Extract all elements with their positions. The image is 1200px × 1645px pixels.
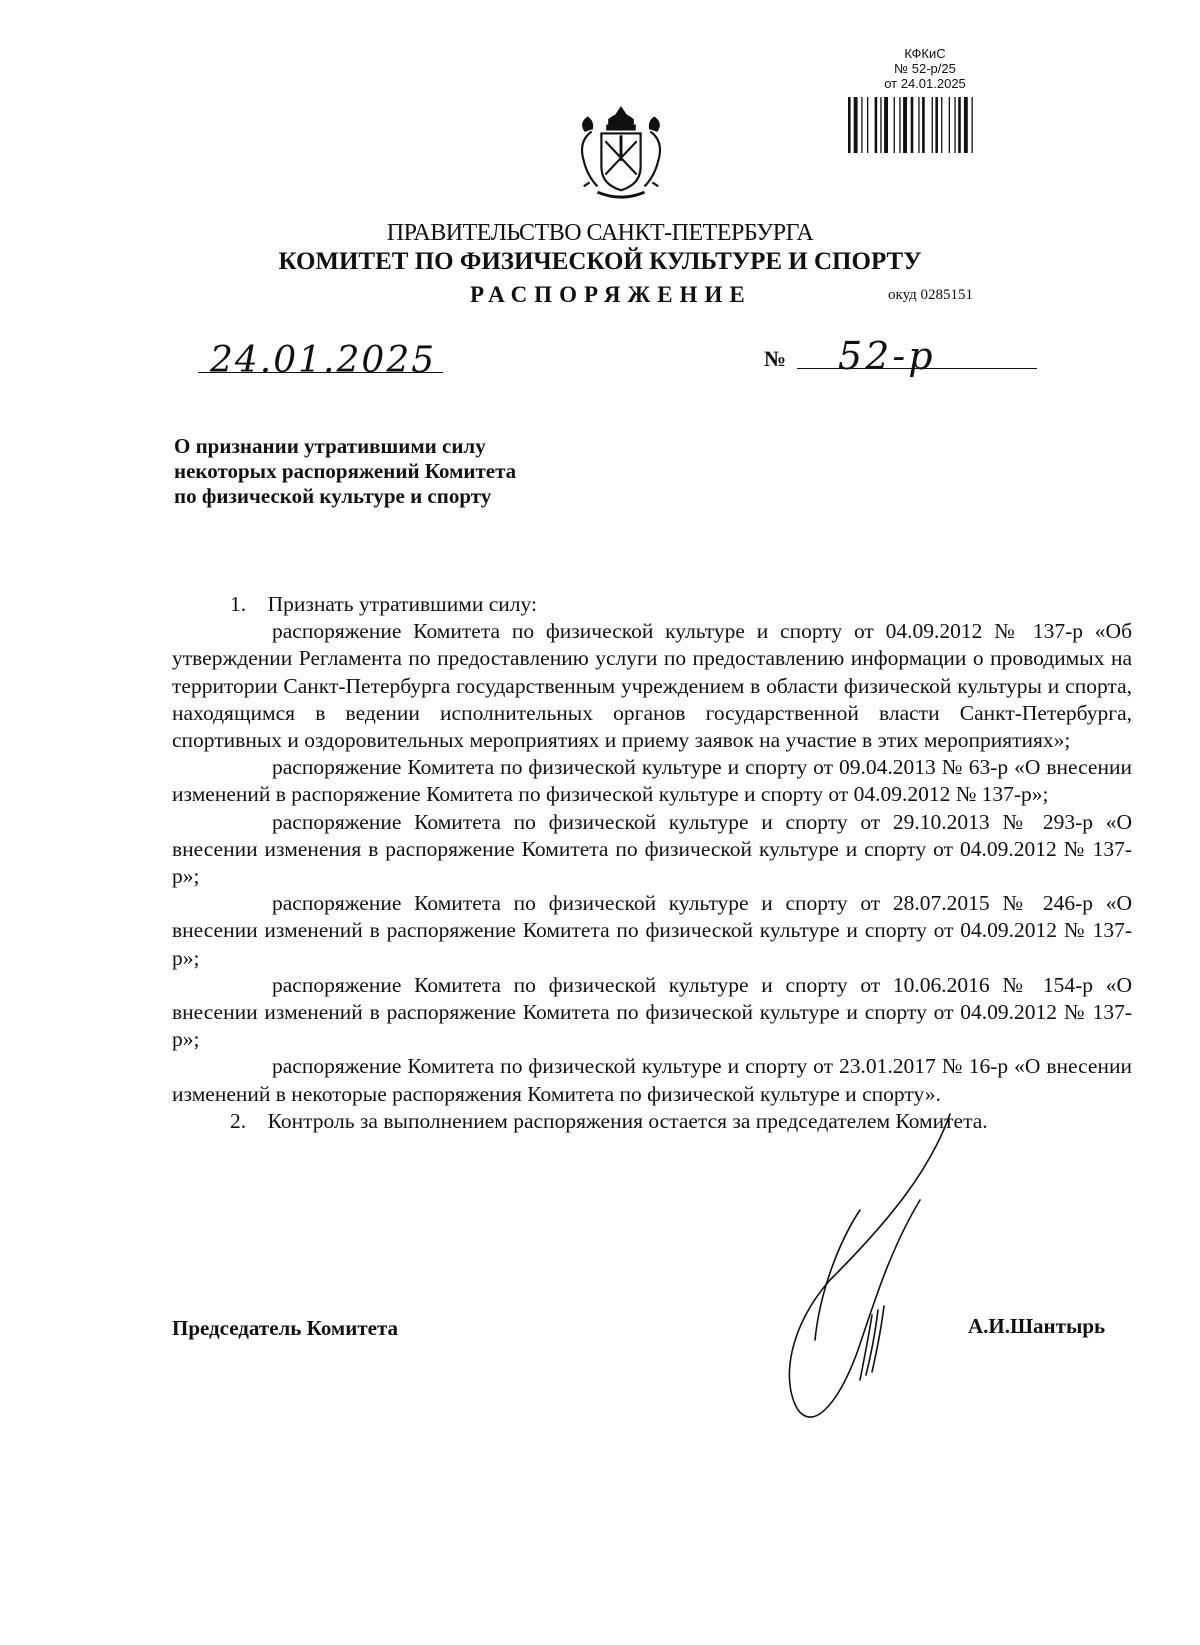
- barcode-bar: [884, 97, 888, 153]
- barcode-bar: [894, 97, 895, 153]
- act-title: «О внесении изменений в некоторые распоряжения Комитета по физической культуре и спорту».: [172, 1054, 1132, 1106]
- handwritten-signature: [760, 1110, 960, 1430]
- subject-line: по физической культуре и спорту: [174, 484, 492, 508]
- item-2: 2. Контроль за выполнением распоряжения остается за председателем Комитета.: [230, 1108, 988, 1133]
- revoked-act: [172, 618, 1132, 754]
- barcode-bar: [935, 97, 938, 153]
- revoked-act: [172, 890, 1132, 972]
- barcode-bar: [899, 97, 900, 153]
- revoked-act: [172, 809, 1132, 891]
- government-title: ПРАВИТЕЛЬСТВО САНКТ-ПЕТЕРБУРГА: [386, 220, 814, 246]
- stamp-date: от 24.01.2025: [884, 76, 966, 91]
- revoked-act: [172, 1053, 1132, 1107]
- act-reference: распоряжение Комитета по физической культуре и спорту от 04.09.2012 № 137-р: [272, 619, 1083, 644]
- barcode-bar: [964, 97, 968, 153]
- registration-stamp: [870, 46, 980, 91]
- barcode-bar: [854, 97, 858, 153]
- act-reference: распоряжение Комитета по физической культуре и спорту от 29.10.2013 № 293-р: [272, 809, 1094, 834]
- act-title: «О внесении изменений в распоряжение Комитета по физической культуре и спорту от 04.09.2012 № 137-р»;: [172, 755, 1132, 807]
- barcode-bar: [972, 97, 973, 153]
- barcode-bar: [932, 97, 933, 153]
- stamp-org: КФКиС: [904, 46, 946, 61]
- barcode: [848, 97, 1004, 153]
- item-1-heading: 1. Признать утратившими силу:: [230, 592, 537, 616]
- number-sign: №: [764, 346, 787, 371]
- barcode-bar: [867, 97, 868, 153]
- act-reference: распоряжение Комитета по физической культуре и спорту от 28.07.2015 № 246-р: [272, 891, 1094, 916]
- committee-title: КОМИТЕТ ПО ФИЗИЧЕСКОЙ КУЛЬТУРЕ И СПОРТУ: [278, 248, 922, 275]
- barcode-bar: [875, 97, 878, 153]
- okud-code: окуд 0285151: [888, 287, 974, 303]
- handwritten-date: 24.01.2025: [210, 340, 437, 381]
- barcode-bar: [880, 97, 881, 153]
- number-underline: [797, 368, 1037, 369]
- act-reference: распоряжение Комитета по физической культуре и спорту от 09.04.2013 № 63-р: [272, 755, 1009, 780]
- act-reference: распоряжение Комитета по физической культуре и спорту от 10.06.2016 № 154-р: [272, 972, 1094, 997]
- handwritten-number: 52-р: [838, 334, 936, 378]
- barcode-bar: [949, 97, 950, 153]
- barcode-bar: [903, 97, 907, 153]
- barcode-bar: [922, 97, 925, 153]
- document-subject: [174, 434, 516, 509]
- act-title: «О внесении изменений в распоряжение Комитета по физической культуре и спорту от 04.09.2012 № 137-р»;: [172, 891, 1133, 970]
- act-title: «О внесении изменений в распоряжение Комитета по физической культуре и спорту от 04.09.2012 № 137-р»;: [172, 972, 1133, 1052]
- act-title: «О внесении изменения в распоряжение Комитета по физической культуре и спорту от 04.09.2012 № 137-р»;: [172, 809, 1133, 889]
- revoked-act: [172, 754, 1132, 808]
- stamp-number: № 52-р/25: [894, 61, 956, 76]
- document-type: РАСПОРЯЖЕНИЕ: [470, 282, 752, 307]
- barcode-bar: [848, 97, 851, 153]
- barcode-bar: [861, 97, 862, 153]
- signatory-position: Председатель Комитета: [172, 1316, 399, 1340]
- act-title: «Об утверждении Регламента по предоставлению услуги по предоставлению информации о проводимых на территории Санкт-Петербурга государственным учреждением в области физической культуры и спорта, находящимся в ведении исполнительных органов государственной власти Санкт-Петербурга, спортивных и оздоровительных мероприятиях и приему заявок на участие в этих мероприятиях»;: [172, 619, 1133, 753]
- signatory-name: А.И.Шантырь: [968, 1314, 1106, 1338]
- barcode-bar: [958, 97, 961, 153]
- barcode-bar: [918, 97, 919, 153]
- revoked-act: [172, 972, 1132, 1054]
- barcode-bar: [941, 97, 942, 153]
- act-reference: распоряжение Комитета по физической культуре и спорту от 23.01.2017 № 16-р: [272, 1054, 1009, 1079]
- barcode-bar: [954, 97, 955, 153]
- document-body: [172, 591, 1132, 1135]
- subject-line: некоторых распоряжений Комитета: [174, 459, 517, 483]
- barcode-bar: [911, 97, 914, 153]
- date-underline: [198, 372, 443, 373]
- subject-line: О признании утратившими силу: [174, 434, 486, 458]
- coat-of-arms-icon: [572, 103, 670, 203]
